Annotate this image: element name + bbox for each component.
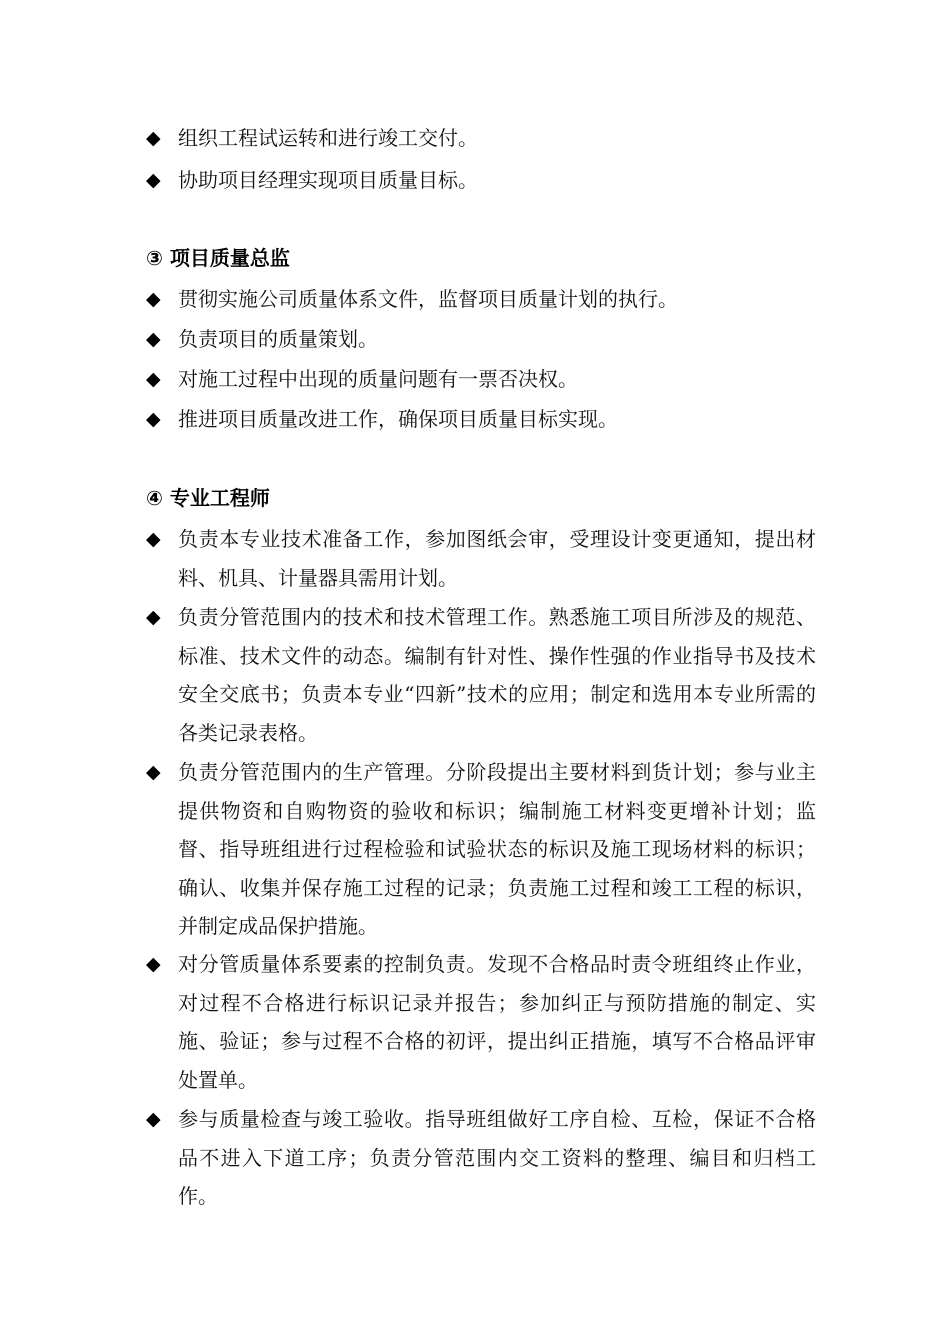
diamond-bullet-icon: ◆ bbox=[146, 761, 161, 783]
diamond-bullet-icon: ◆ bbox=[146, 408, 161, 430]
list-item-text: 负责项目的质量策划。 bbox=[178, 327, 378, 351]
section-heading: ③ 项目质量总监 bbox=[146, 246, 290, 270]
diamond-bullet-icon: ◆ bbox=[146, 368, 161, 390]
list-item bbox=[146, 598, 816, 752]
list-item-text: 贯彻实施公司质量体系文件，监督项目质量计划的执行。 bbox=[178, 287, 678, 311]
list-item-text: 负责分管范围内的技术和技术管理工作。熟悉施工项目所涉及的规范、标准、技术文件的动态。编制有针对性、操作性强的作业指导书及技术安全交底书；负责本专业“四新”技术的应用；制定和选用本专业所需的各类记录表格。 bbox=[178, 605, 816, 745]
diamond-bullet-icon: ◆ bbox=[146, 288, 161, 310]
list-item bbox=[146, 520, 816, 597]
diamond-bullet-icon: ◆ bbox=[146, 528, 161, 550]
list-item bbox=[146, 400, 816, 439]
section-heading: ④ 专业工程师 bbox=[146, 486, 270, 510]
diamond-bullet-icon: ◆ bbox=[146, 328, 161, 350]
diamond-bullet-icon: ◆ bbox=[146, 169, 161, 191]
diamond-bullet-icon: ◆ bbox=[146, 953, 161, 975]
diamond-bullet-icon: ◆ bbox=[146, 1108, 161, 1130]
list-item-text: 对分管质量体系要素的控制负责。发现不合格品时责令班组终止作业，对过程不合格进行标识记录并报告；参加纠正与预防措施的制定、实施、验证；参与过程不合格的初评，提出纠正措施，填写不合格品评审处置单。 bbox=[178, 952, 816, 1092]
list-item-text: 推进项目质量改进工作，确保项目质量目标实现。 bbox=[178, 407, 618, 431]
list-item bbox=[146, 119, 816, 158]
list-item-text: 负责本专业技术准备工作，参加图纸会审，受理设计变更通知，提出材料、机具、计量器具需用计划。 bbox=[178, 527, 816, 590]
list-item-text: 参与质量检查与竣工验收。指导班组做好工序自检、互检，保证不合格品不进入下道工序；负责分管范围内交工资料的整理、编目和归档工作。 bbox=[178, 1107, 816, 1208]
list-item bbox=[146, 753, 816, 946]
list-item-text: 对施工过程中出现的质量问题有一票否决权。 bbox=[178, 367, 578, 391]
diamond-bullet-icon: ◆ bbox=[146, 127, 161, 149]
list-item bbox=[146, 360, 816, 399]
list-item bbox=[146, 1100, 816, 1216]
list-item-text: 协助项目经理实现项目质量目标。 bbox=[178, 168, 478, 192]
diamond-bullet-icon: ◆ bbox=[146, 606, 161, 628]
list-item bbox=[146, 280, 816, 319]
list-item-text: 组织工程试运转和进行竣工交付。 bbox=[178, 126, 478, 150]
list-item bbox=[146, 945, 816, 1099]
list-item-text: 负责分管范围内的生产管理。分阶段提出主要材料到货计划；参与业主提供物资和自购物资的验收和标识；编制施工材料变更增补计划；监督、指导班组进行过程检验和试验状态的标识及施工现场材料的标识；确认、收集并保存施工过程的记录；负责施工过程和竣工工程的标识，并制定成品保护措施。 bbox=[178, 760, 816, 938]
list-item bbox=[146, 320, 816, 359]
list-item bbox=[146, 161, 816, 200]
